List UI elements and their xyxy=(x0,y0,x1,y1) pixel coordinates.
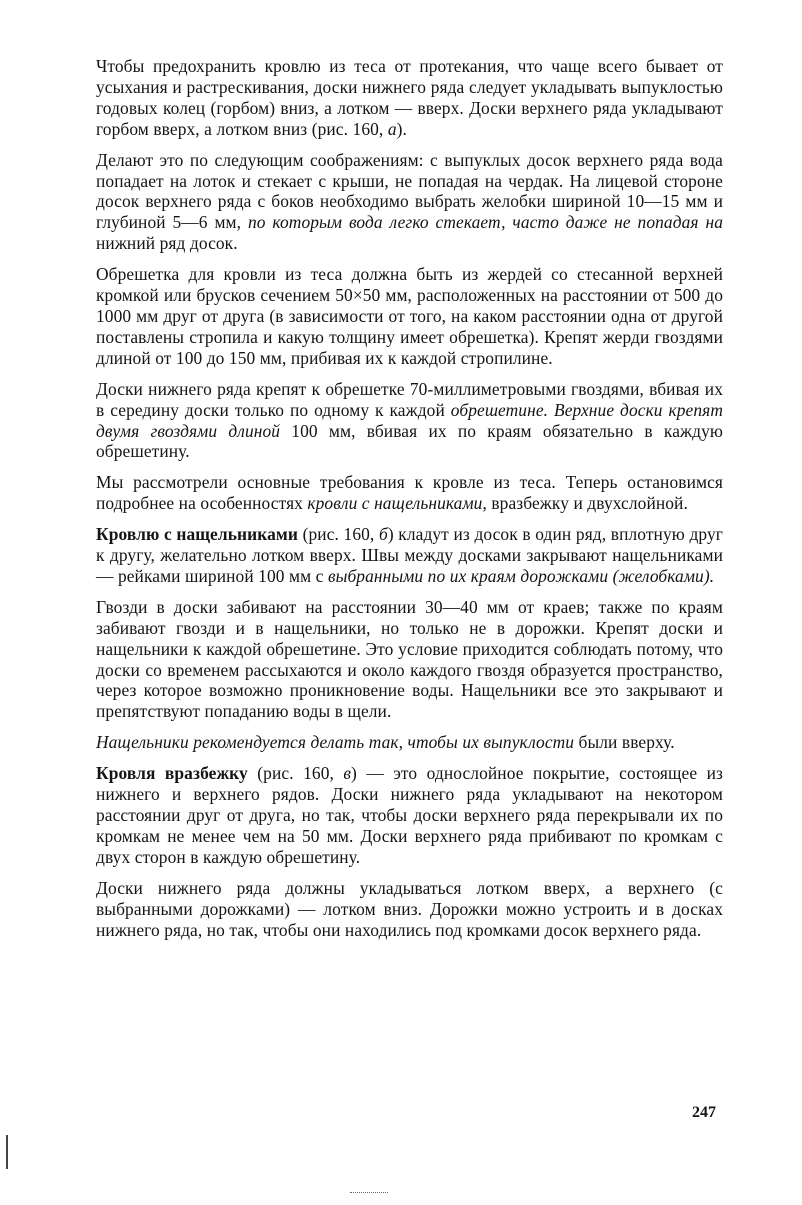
paragraph-4 xyxy=(96,379,723,463)
text-run: Чтобы предохранить кровлю из теса от протекания, что чаще всего бывает от усыхания и растрескивания, доски нижнего ряда следует укладывать выпуклостью годовых колец (горбом) вниз, а лотком — вверх. Доски верхнего ряда укладывают горбом вверх, а лотком вниз (рис. 160, xyxy=(96,56,723,139)
text-run: Гвозди в доски забивают на расстоянии 30—40 мм от краев; также по краям забивают гвозди и в нащельники, но только не в дорожки. Крепят доски и нащельники к каждой обрешетине. Это условие приходится соблюдать потому, что доски со временем рассыхаются и около каждого гвоздя образуется пространство, через которое возможно проникновение воды. Нащельники все это закрывают и препятствуют попаданию воды в щели. xyxy=(96,596,723,722)
scan-margin-mark xyxy=(6,1135,8,1169)
text-run-italic: б xyxy=(378,524,388,545)
paragraph-3 xyxy=(96,264,723,369)
paragraph-1 xyxy=(96,56,723,140)
text-run-italic: а xyxy=(387,118,397,139)
paragraph-6 xyxy=(96,524,723,587)
text-run: Доски нижнего ряда крепят к обрешетке 70-миллиметровыми гвоздями, вбивая их в середину доски только по одному к каждой xyxy=(96,378,723,420)
text-run: нижний ряд досок. xyxy=(96,233,238,254)
text-run: Обрешетка для кровли из теса должна быть из жердей со стесанной верхней кромкой или брусков сечением 50×50 мм, расположенных на расстоянии от 500 до 1000 мм друг от друга (в зависимости от того, на каком расстоянии одна от другой поставлены стропила и какую толщину имеет обрешетка). Крепят жерди гвоздями длиной от 100 до 150 мм, прибивая их к каждой стропилине. xyxy=(96,264,723,368)
text-run-italic: кровли с нащельниками xyxy=(307,493,483,514)
scan-footer-mark xyxy=(350,1192,388,1193)
text-run-italic: по которым вода легко стекает, часто даже не попадая на xyxy=(247,212,723,233)
section-heading-nashchelniki: Кровлю с нащельниками xyxy=(96,524,298,545)
paragraph-9 xyxy=(96,763,723,868)
text-run: ). xyxy=(396,118,407,139)
text-run-italic: в xyxy=(343,763,352,784)
text-run: были вверху. xyxy=(574,732,675,753)
text-run: Делают это по следующим соображениям: с выпуклых досок верхнего ряда вода попадает на лоток и стекает с крыши, не попадая на чердак. На лицевой стороне досок верхнего ряда с боков необходимо выбрать желобки шириной 10—15 мм и глубиной 5—6 мм, xyxy=(96,149,723,233)
body-text xyxy=(96,56,723,950)
text-run-italic: обрешетине. Верхние доски крепят двумя гвоздями длиной xyxy=(96,399,724,441)
paragraph-7 xyxy=(96,597,723,722)
text-run: Мы рассмотрели основные требования к кровле из теса. Теперь остановимся подробнее на особенностях xyxy=(96,472,723,514)
text-run: ) — это однослойное покрытие, состоящее из нижнего и верхнего рядов. Доски нижнего ряда укладывают на некотором расстоянии друг от друга, но так, чтобы доски верхнего ряда перекрывали их по кромкам не менее чем на 50 мм. Доски верхнего ряда прибивают по кромкам с двух сторон в каждую обрешетину. xyxy=(96,763,723,867)
paragraph-5 xyxy=(96,472,723,514)
paragraph-2 xyxy=(96,150,723,255)
section-heading-vrazbezhku: Кровля вразбежку xyxy=(96,763,248,784)
text-run: Доски нижнего ряда должны укладываться лотком вверх, а верхнего (с выбранными дорожками) — лотком вниз. Дорожки можно устроить и в досках нижнего ряда, но так, чтобы они находились под кромками досок верхнего ряда. xyxy=(96,877,723,940)
text-run-italic: Нащельники рекомендуется делать так, чтобы их выпуклости xyxy=(96,732,575,753)
text-run: , вразбежку и двухслойной. xyxy=(482,493,688,514)
text-run: (рис. 160, xyxy=(247,763,344,784)
paragraph-10 xyxy=(96,878,723,941)
paragraph-8 xyxy=(96,732,723,753)
text-run-italic: выбранными по их краям дорожками (желобками). xyxy=(327,565,715,586)
text-run: ) кладут из досок в один ряд, вплотную друг к другу, желательно лотком вверх. Швы между досками закрывают нащельниками — рейками шириной 100 мм с xyxy=(96,524,723,586)
text-run: (рис. 160, xyxy=(297,524,379,545)
page-number: 247 xyxy=(692,1104,716,1121)
text-run: 100 мм, вбивая их по краям обязательно в каждую обрешетину. xyxy=(96,420,723,462)
